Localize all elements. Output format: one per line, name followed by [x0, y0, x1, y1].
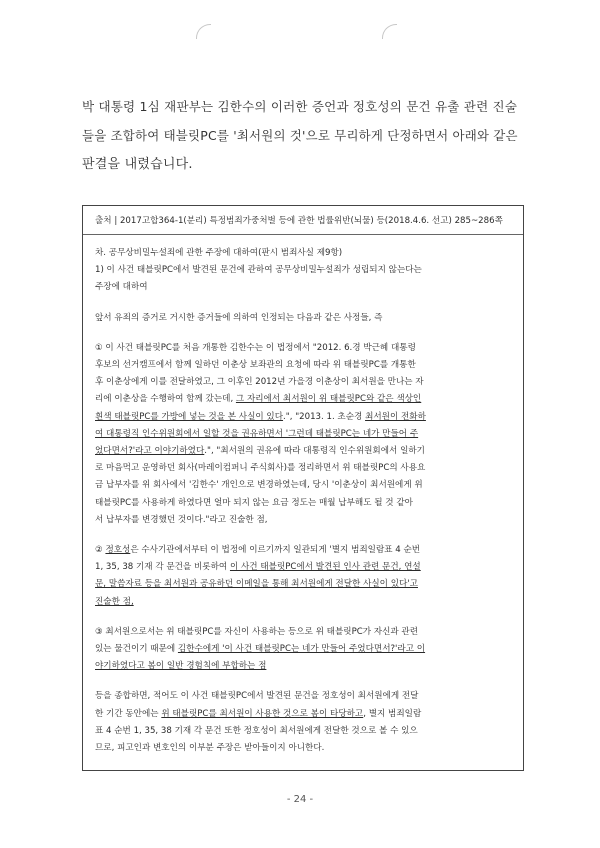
point-3 — [95, 624, 511, 676]
source-citation: 출처 | 2017고합364-1(분리) 특정범죄가중처벌 등에 관한 법률위반(뇌물) 등(2018.4.6. 선고) 285~286쪽 — [95, 216, 503, 226]
underlined-text: 이 사건 태블릿PC에서 발견된 인사 관련 문건, 연설 — [229, 562, 421, 573]
text-line: 흰색 태블릿PC를 가방에 넣는 것을 본 사실이 있다.", "2013. 1. 초순경 최서원이 전화하 — [95, 411, 426, 422]
text-line: 었다면서?'라고 이야기하였다.", "최서원의 권유에 따라 대통령직 인수위원회에서 일하기 — [95, 446, 425, 457]
underlined-text: 그 자리에서 최서원이 위 태블릿PC와 같은 색상인 — [235, 394, 422, 405]
text-line: ① 이 사건 태블릿PC를 처음 개통한 김한수는 이 법정에서 "2012. 6.경 박근혜 대통령 — [95, 342, 416, 353]
underlined-text: 김한수에게 '이 사건 태블릿PC는 네가 만들어 주었다면서?'라고 이 — [177, 644, 426, 655]
intro-line: 박 대통령 1심 재판부는 김한수의 이러한 증언과 정호성의 문건 유출 관련 진술 — [82, 99, 518, 114]
underlined-text: 정호성 — [105, 545, 131, 556]
text-line: ② 정호성은 수사기관에서부터 이 법정에 이르기까지 일관되게 '별지 범죄일람표 4 순번 — [95, 545, 421, 556]
text-line: ③ 최서원으로서는 위 태블릿PC를 자신이 사용하는 등으로 위 태블릿PC가 자신과 관련 — [95, 626, 419, 637]
subsection-heading-cont: 주장에 대하여 — [95, 282, 148, 293]
text-line: 금 납부자를 위 회사에서 '김한수' 개인으로 변경하였는데, 당시 '이춘상이 최서원에게 위 — [95, 480, 423, 491]
underlined-text: 최서원이 전화하 — [365, 411, 426, 422]
point-2 — [95, 542, 511, 611]
text-line: 후 이춘상에게 이를 전달하였고, 그 이후인 2012년 가을경 이춘상이 최서원을 만나는 자 — [95, 377, 424, 388]
conclusion — [95, 688, 511, 757]
text-line: 태블릿PC를 사용하게 하였다면 얼마 되지 않는 요금 정도는 매월 납부해도 될 것 같아 — [95, 497, 413, 508]
section-heading: 차. 공무상비밀누설죄에 관한 주장에 대하여(판시 범죄사실 제9항) — [95, 248, 343, 258]
underlined-text: 여 대통령직 인수위원회에서 일할 것을 권유하면서 '그런데 태블릿PC는 네가 만들어 주 — [95, 428, 419, 439]
intro-line: 들을 조합하여 태블릿PC를 '최서원의 것'으로 무리하게 단정하면서 아래와 같은 — [82, 128, 518, 143]
source-divider — [83, 234, 523, 235]
text-line: 로 마음먹고 운영하던 회사(마레이컴퍼니 주식회사)를 정리하면서 위 태블릿PC의 사용요 — [95, 463, 426, 474]
underlined-text: 진술한 점, — [95, 596, 134, 607]
punch-hole-mark-right — [382, 24, 397, 39]
quoted-judgment-box — [82, 205, 524, 771]
preface-line: 앞서 유죄의 증거로 거시한 증거들에 의하여 인정되는 다음과 같은 사정들, 즉 — [95, 312, 383, 323]
text-line: 있는 물건이기 때문에 김한수에게 '이 사건 태블릿PC는 네가 만들어 주었다면서?'라고 이 — [95, 644, 426, 655]
page-number: - 24 - — [286, 794, 314, 805]
text-line: 므로, 피고인과 변호인의 이부분 주장은 받아들이지 아니한다. — [95, 743, 325, 754]
text-line: 한 기간 동안에는 위 태블릿PC를 최서원이 사용한 것으로 봄이 타당하고, 별지 범죄일람 — [95, 708, 422, 719]
underlined-text: 위 태블릿PC를 최서원이 사용한 것으로 봄이 타당하고 — [161, 708, 364, 719]
text-line: 등을 종합하면, 적어도 이 사건 태블릿PC에서 발견된 문건을 정호성이 최서원에게 전달 — [95, 691, 419, 702]
text-line: 리에 이춘상을 수행하여 함께 갔는데, 그 자리에서 최서원이 위 태블릿PC와 같은 색상인 — [95, 394, 422, 405]
text-line: 후보의 선거캠프에서 함께 일하던 이춘상 보좌관의 요청에 따라 위 태블릿PC를 개통한 — [95, 360, 416, 371]
punch-hole-mark-left — [196, 24, 211, 39]
underlined-text: 었다면서?'라고 이야기하였다 — [95, 446, 205, 457]
text-line: 1, 35, 38 기재 각 문건을 비롯하여 이 사건 태블릿PC에서 발견된 인사 관련 문건, 연설 — [95, 562, 421, 573]
point-1 — [95, 340, 511, 529]
underlined-text: 흰색 태블릿PC를 가방에 넣는 것을 본 사실이 있다 — [95, 411, 284, 422]
subsection-heading: 1) 이 사건 태블릿PC에서 발견된 문건에 관하여 공무상비밀누설죄가 성립되지 않는다는 — [95, 265, 422, 276]
intro-paragraph — [82, 92, 522, 179]
underlined-text: 문, 말씀자료 등을 최서원과 공유하던 이메일을 통해 최서원에게 전달한 사실이 있다'고 — [95, 579, 418, 590]
text-line: 표 4 순번 1, 35, 38 기재 각 문건 또한 정호성이 최서원에게 전달한 것으로 볼 수 있으 — [95, 725, 418, 736]
text-line: 서 납부자를 변경했던 것이다."라고 진술한 점, — [95, 514, 268, 525]
underlined-text: 야기하였다고 봄이 일반 경험칙에 부합하는 점 — [95, 661, 267, 672]
intro-line: 판결을 내렸습니다. — [82, 157, 193, 172]
